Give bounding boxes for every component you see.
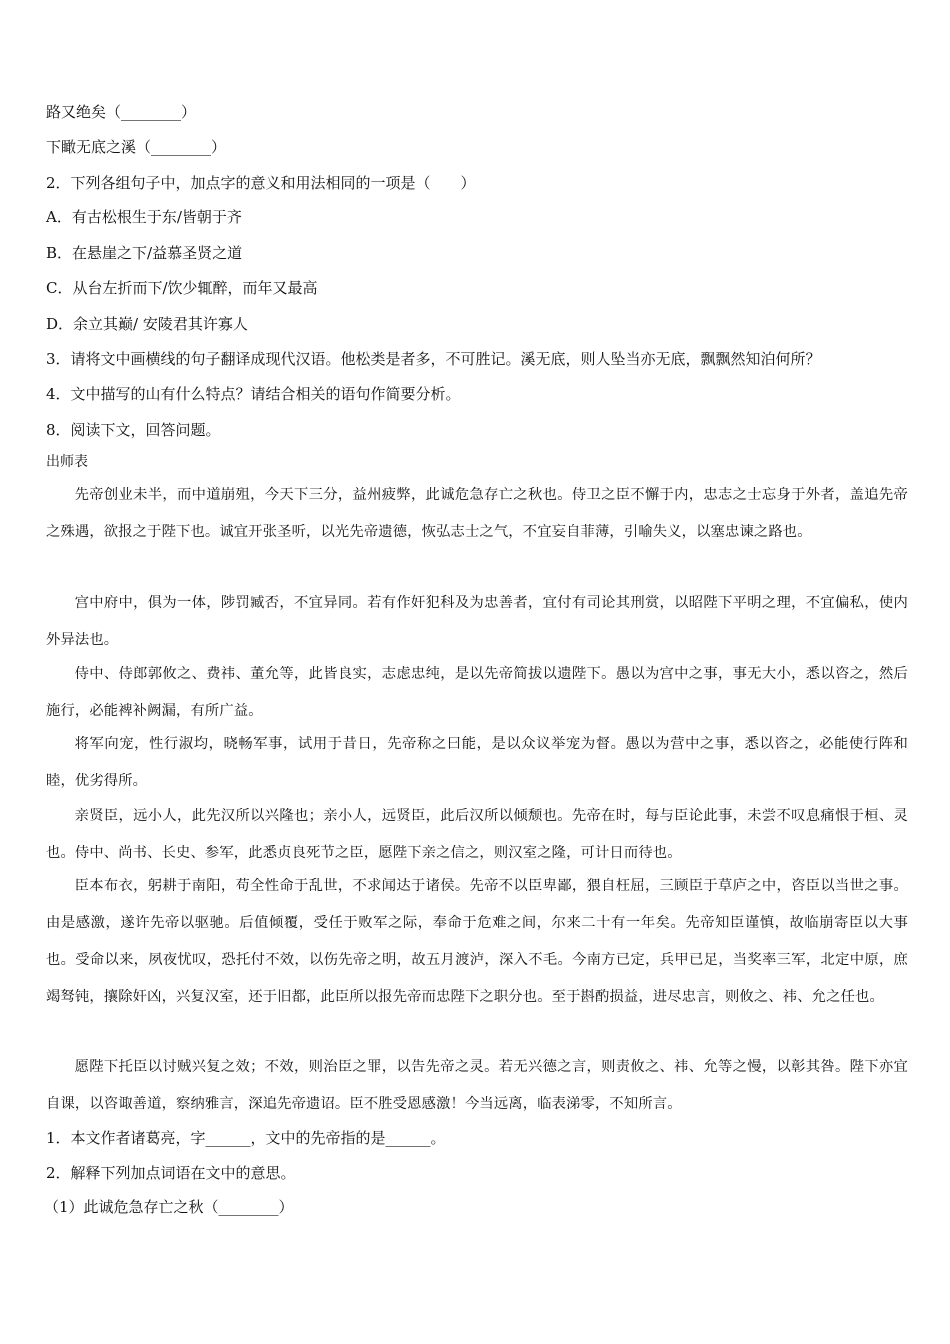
question-line: （1）此诚危急存亡之秋（________） xyxy=(44,1198,294,1216)
question-line: 3．请将文中画横线的句子翻译成现代汉语。他松类是者多，不可胜记。溪无底，则人坠当亦无底，飘飘然知泊何所？ xyxy=(46,350,821,368)
option-c: C．从台左折而下/饮少辄醉，而年又最高 xyxy=(46,279,318,297)
option-d: D．余立其巅/ 安陵君其许寡人 xyxy=(46,315,248,333)
passage-paragraph: 将军向宠，性行淑均，晓畅军事，试用于昔日，先帝称之曰能，是以众议举宠为督。愚以为营中之事，悉以咨之，必能使行阵和睦，优劣得所。 xyxy=(46,736,908,789)
question-line: 路又绝矣（________） xyxy=(46,103,197,121)
passage-paragraph: 愿陛下托臣以讨贼兴复之效；不效，则治臣之罪，以告先帝之灵。若无兴德之言，则责攸之、祎、允等之慢，以彰其咎。陛下亦宜自课，以咨诹善道，察纳雅言，深追先帝遗诏。臣不胜受恩感激！今当远离，临表涕零，不知所言。 xyxy=(46,1059,908,1112)
question-line: 2．下列各组句子中，加点字的意义和用法相同的一项是（ ） xyxy=(46,174,476,192)
passage-paragraph: 亲贤臣，远小人，此先汉所以兴隆也；亲小人，远贤臣，此后汉所以倾颓也。先帝在时，每与臣论此事，未尝不叹息痛恨于桓、灵也。侍中、尚书、长史、参军，此悉贞良死节之臣，愿陛下亲之信之，则汉室之隆，可计日而待也。 xyxy=(46,808,908,861)
passage-title: 出师表 xyxy=(46,454,88,470)
passage-paragraph: 宫中府中，俱为一体，陟罚臧否，不宜异同。若有作奸犯科及为忠善者，宜付有司论其刑赏，以昭陛下平明之理，不宜偏私，使内外异法也。 xyxy=(46,595,908,648)
passage-paragraph: 臣本布衣，躬耕于南阳，苟全性命于乱世，不求闻达于诸侯。先帝不以臣卑鄙，猥自枉屈，三顾臣于草庐之中，咨臣以当世之事。由是感激，遂许先帝以驱驰。后值倾覆，受任于败军之际，奉命于危难之间，尔来二十有一年矣。先帝知臣谨慎，故临崩寄臣以大事也。受命以来，夙夜忧叹，恐托付不效，以伤先帝之明，故五月渡泸，深入不毛。今南方已定，兵甲已足，当奖率三军，北定中原，庶竭驽钝，攘除奸凶，兴复汉室，还于旧都，此臣所以报先帝而忠陛下之职分也。至于斟酌损益，进尽忠言，则攸之、祎、允之任也。 xyxy=(46,878,908,1005)
question-line: 8．阅读下文，回答问题。 xyxy=(46,421,221,439)
passage-paragraph: 侍中、侍郎郭攸之、费祎、董允等，此皆良实，志虑忠纯，是以先帝简拔以遗陛下。愚以为宫中之事，事无大小，悉以咨之，然后施行，必能裨补阙漏，有所广益。 xyxy=(46,666,908,719)
question-line: 1．本文作者诸葛亮，字______，文中的先帝指的是______。 xyxy=(46,1129,446,1147)
question-line: 2．解释下列加点词语在文中的意思。 xyxy=(46,1164,296,1182)
passage-paragraph: 先帝创业未半，而中道崩殂，今天下三分，益州疲弊，此诚危急存亡之秋也。侍卫之臣不懈于内，忠志之士忘身于外者，盖追先帝之殊遇，欲报之于陛下也。诚宜开张圣听，以光先帝遗德，恢弘志士之气，不宜妄自菲薄，引喻失义，以塞忠谏之路也。 xyxy=(46,487,908,540)
option-a: A．有古松根生于东/皆朝于齐 xyxy=(46,208,242,226)
question-line: 下瞰无底之溪（________） xyxy=(46,138,227,156)
option-b: B．在悬崖之下/益慕圣贤之道 xyxy=(46,244,243,262)
question-line: 4．文中描写的山有什么特点？请结合相关的语句作简要分析。 xyxy=(46,385,461,403)
